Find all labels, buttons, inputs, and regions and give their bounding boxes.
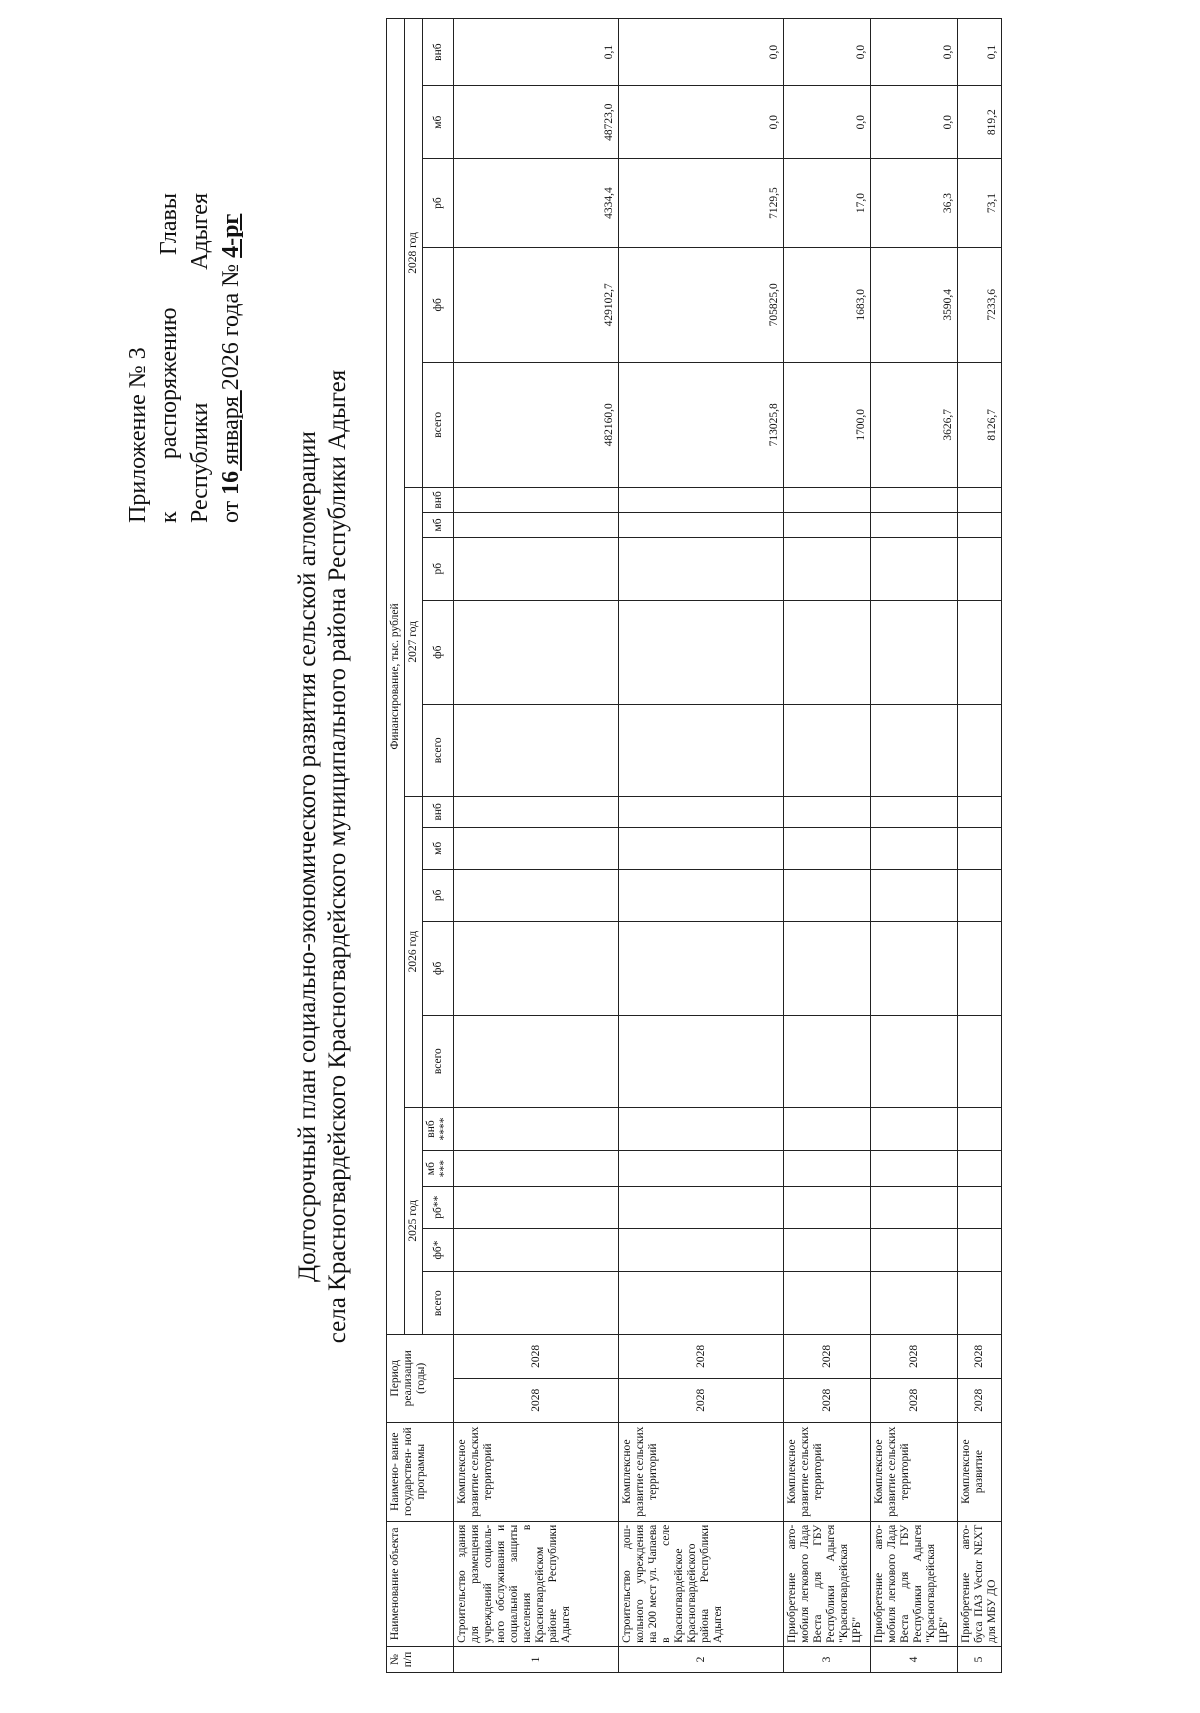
empty-cell <box>619 1272 784 1335</box>
empty-cell <box>619 827 784 869</box>
value-2028: 3626,7 <box>871 362 958 487</box>
empty-cell <box>784 869 871 921</box>
empty-cell <box>454 537 619 600</box>
empty-cell <box>958 512 1002 537</box>
object-name: Строительство здания для размещения учреждений социаль-ного обслуживания и социальной защиты населения в Красногвардейском районе Республики Адыгея <box>454 1521 619 1646</box>
value-2028: 0,1 <box>958 19 1002 86</box>
empty-cell <box>871 487 958 512</box>
empty-cell <box>784 796 871 827</box>
period-end: 2028 <box>958 1334 1002 1378</box>
value-2028: 0,0 <box>619 86 784 159</box>
value-2028: 819,2 <box>958 86 1002 159</box>
value-2028: 0,0 <box>784 86 871 159</box>
empty-cell <box>958 1151 1002 1186</box>
table-header-row: № п/п Наименование объекта Наимено- вание государствен- ной программы Период реализации (годы) Финансирование, тыс. рублей <box>387 19 405 1673</box>
empty-cell <box>454 1228 619 1272</box>
empty-cell <box>871 1186 958 1228</box>
empty-cell <box>454 600 619 704</box>
empty-cell <box>619 487 784 512</box>
empty-cell <box>958 600 1002 704</box>
empty-cell <box>454 1186 619 1228</box>
appendix-number: Приложение № 3 <box>125 347 151 523</box>
period-start: 2028 <box>871 1378 958 1422</box>
empty-cell <box>454 827 619 869</box>
value-2028: 429102,7 <box>454 247 619 362</box>
program-name: Комплексное развитие <box>958 1422 1002 1521</box>
empty-cell <box>619 704 784 796</box>
empty-cell <box>784 512 871 537</box>
empty-cell <box>958 537 1002 600</box>
empty-cell <box>958 487 1002 512</box>
table-row <box>454 19 619 1673</box>
period-end: 2028 <box>871 1334 958 1378</box>
value-2028: 1700,0 <box>784 362 871 487</box>
row-number: 4 <box>871 1646 958 1672</box>
empty-cell <box>784 827 871 869</box>
empty-cell <box>784 1151 871 1186</box>
row-number: 2 <box>619 1646 784 1672</box>
empty-cell <box>958 1272 1002 1335</box>
empty-cell <box>958 796 1002 827</box>
empty-cell <box>871 704 958 796</box>
table-row <box>871 19 958 1673</box>
value-2028: 0,0 <box>784 19 871 86</box>
empty-cell <box>619 512 784 537</box>
value-2028: 713025,8 <box>619 362 784 487</box>
empty-cell <box>454 796 619 827</box>
empty-cell <box>871 1015 958 1107</box>
period-start: 2028 <box>454 1378 619 1422</box>
value-2028: 0,0 <box>871 86 958 159</box>
empty-cell <box>784 921 871 1015</box>
table-row <box>958 19 1002 1673</box>
value-2028: 3590,4 <box>871 247 958 362</box>
empty-cell <box>619 1228 784 1272</box>
value-2028: 0,0 <box>619 19 784 86</box>
object-name: Приобретение авто-мобиля легкового Лада Веста для ГБУ Республики Адыгея "Красногвардейская ЦРБ" <box>784 1521 871 1646</box>
value-2028: 17,0 <box>784 159 871 248</box>
empty-cell <box>619 796 784 827</box>
empty-cell <box>958 921 1002 1015</box>
empty-cell <box>784 1107 871 1151</box>
empty-cell <box>958 1228 1002 1272</box>
empty-cell <box>871 1228 958 1272</box>
empty-cell <box>958 827 1002 869</box>
empty-cell <box>871 827 958 869</box>
table-row <box>619 19 784 1673</box>
period-start: 2028 <box>619 1378 784 1422</box>
empty-cell <box>871 921 958 1015</box>
empty-cell <box>958 704 1002 796</box>
value-2028: 482160,0 <box>454 362 619 487</box>
empty-cell <box>871 869 958 921</box>
period-start: 2028 <box>958 1378 1002 1422</box>
financing-table <box>386 18 1002 1673</box>
empty-cell <box>784 704 871 796</box>
row-number: 1 <box>454 1646 619 1672</box>
document-title: Долгосрочный план социально-экономического развития сельской агломерации села Красногвардейского Красногвардейского муниципального района Республики Адыгея <box>294 369 351 1344</box>
appendix-header: Приложение № 3 к распоряжению Главы Республики Адыгея от 16 января 2026 года № 4-рг <box>123 193 247 523</box>
empty-cell <box>871 1272 958 1335</box>
empty-cell <box>619 1186 784 1228</box>
value-2028: 48723,0 <box>454 86 619 159</box>
empty-cell <box>454 512 619 537</box>
object-name: Приобретение авто-мобиля легкового Лада Веста для ГБУ Республики Адыгея "Красногвардейская ЦРБ" <box>871 1521 958 1646</box>
value-2028: 1683,0 <box>784 247 871 362</box>
empty-cell <box>619 600 784 704</box>
object-name: Строительство дош-кольного учреждения на 200 мест ул. Чапаева в селе Красногвардейское Красногвардейского района Республики Адыгея <box>619 1521 784 1646</box>
empty-cell <box>619 869 784 921</box>
program-name: Комплексное развитие сельских территорий <box>619 1422 784 1521</box>
empty-cell <box>454 487 619 512</box>
program-name: Комплексное развитие сельских территорий <box>871 1422 958 1521</box>
empty-cell <box>871 1107 958 1151</box>
object-name: Приобретение авто-буса ПАЗ Vector NEXT для МБУ ДО <box>958 1521 1002 1646</box>
program-name: Комплексное развитие сельских территорий <box>784 1422 871 1521</box>
empty-cell <box>619 921 784 1015</box>
table-subheader-row: всего фб* рб** мб *** внб **** всего фб рб мб внб всего фб рб мб внб всего фб рб мб внб <box>423 19 454 1673</box>
value-2028: 73,1 <box>958 159 1002 248</box>
empty-cell <box>871 537 958 600</box>
value-2028: 36,3 <box>871 159 958 248</box>
value-2028: 0,0 <box>871 19 958 86</box>
value-2028: 7129,5 <box>619 159 784 248</box>
empty-cell <box>958 1107 1002 1151</box>
empty-cell <box>958 1015 1002 1107</box>
empty-cell <box>784 537 871 600</box>
period-start: 2028 <box>784 1378 871 1422</box>
period-end: 2028 <box>454 1334 619 1378</box>
empty-cell <box>784 600 871 704</box>
value-2028: 8126,7 <box>958 362 1002 487</box>
row-number: 5 <box>958 1646 1002 1672</box>
value-2028: 7233,6 <box>958 247 1002 362</box>
empty-cell <box>454 921 619 1015</box>
empty-cell <box>871 512 958 537</box>
empty-cell <box>784 1272 871 1335</box>
program-name: Комплексное развитие сельских территорий <box>454 1422 619 1521</box>
empty-cell <box>454 1272 619 1335</box>
empty-cell <box>619 1015 784 1107</box>
empty-cell <box>784 1186 871 1228</box>
empty-cell <box>871 600 958 704</box>
empty-cell <box>454 1107 619 1151</box>
empty-cell <box>958 1186 1002 1228</box>
value-2028: 705825,0 <box>619 247 784 362</box>
empty-cell <box>784 1015 871 1107</box>
empty-cell <box>784 1228 871 1272</box>
empty-cell <box>958 869 1002 921</box>
table-row <box>784 19 871 1673</box>
empty-cell <box>871 1151 958 1186</box>
empty-cell <box>454 704 619 796</box>
period-end: 2028 <box>619 1334 784 1378</box>
empty-cell <box>454 1151 619 1186</box>
table-year-row: 2025 год 2026 год 2027 год 2028 год <box>405 19 423 1673</box>
empty-cell <box>619 1107 784 1151</box>
empty-cell <box>619 537 784 600</box>
value-2028: 0,1 <box>454 19 619 86</box>
empty-cell <box>454 869 619 921</box>
empty-cell <box>619 1151 784 1186</box>
empty-cell <box>871 796 958 827</box>
order-date-number: от 16 января 2026 года № 4-рг <box>218 213 244 523</box>
period-end: 2028 <box>784 1334 871 1378</box>
empty-cell <box>454 1015 619 1107</box>
row-number: 3 <box>784 1646 871 1672</box>
value-2028: 4334,4 <box>454 159 619 248</box>
empty-cell <box>784 487 871 512</box>
